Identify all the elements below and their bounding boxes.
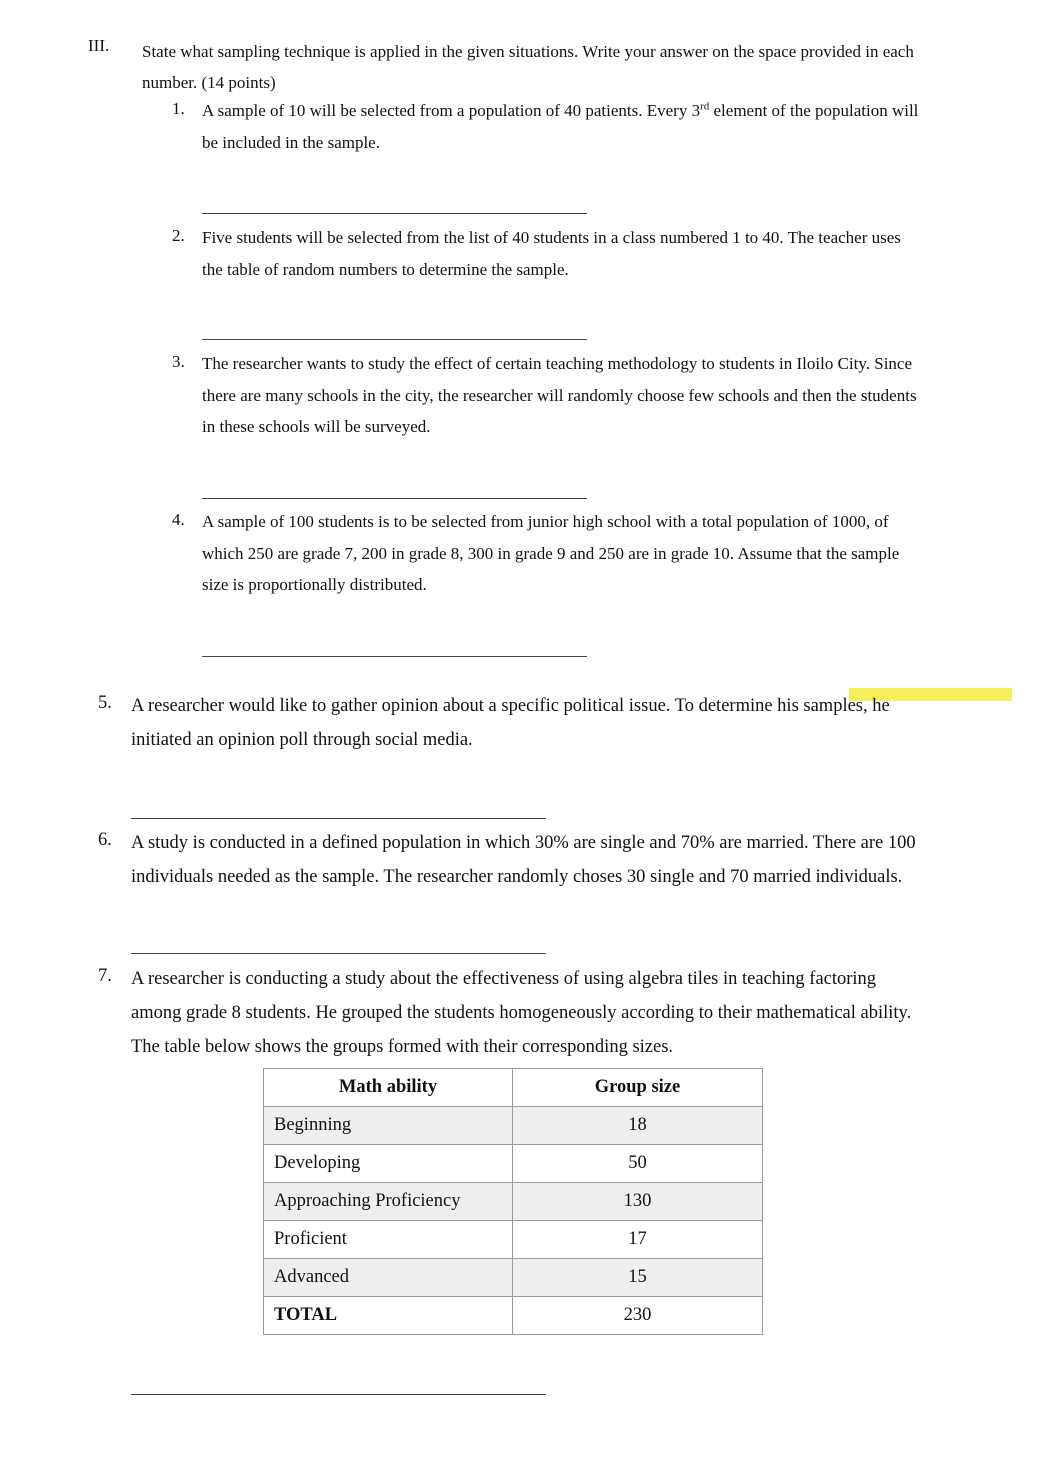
question-6-number: 6.	[98, 830, 112, 850]
cell-ability: Proficient	[264, 1221, 513, 1259]
table-row	[264, 1221, 763, 1259]
question-2-line-1: Five students will be selected from the list of 40 students in a class numbered 1 to 40. The teacher uses	[202, 228, 901, 247]
question-3-number: 3.	[172, 352, 185, 371]
cell-ability: Approaching Proficiency	[264, 1183, 513, 1221]
ordinal-suffix: rd	[700, 100, 710, 113]
answer-line-6[interactable]	[131, 953, 546, 954]
instruction-line-1: State what sampling technique is applied in the given situations. Write your answer on the space provided in each	[142, 42, 914, 61]
question-4-line-2: which 250 are grade 7, 200 in grade 8, 300 in grade 9 and 250 are in grade 10. Assume that the sample	[202, 543, 900, 563]
question-7-line-1: A researcher is conducting a study about the effectiveness of using algebra tiles in teaching factoring	[131, 969, 877, 989]
question-1-line-1: A sample of 10 will be selected from a population of 40 patients. Every 3rd element of the population will	[202, 100, 919, 120]
cell-ability: Developing	[264, 1145, 513, 1183]
question-5-text	[131, 689, 1001, 757]
table-total-row	[264, 1297, 763, 1335]
cell-size: 18	[513, 1107, 763, 1145]
question-3-line-2: there are many schools in the city, the researcher will randomly choose few schools and then the students	[202, 385, 917, 405]
cell-size: 17	[513, 1221, 763, 1259]
cell-size: 15	[513, 1259, 763, 1297]
instruction-line-2: number. (14 points)	[142, 73, 276, 92]
cell-ability: Beginning	[264, 1107, 513, 1145]
question-5-line-2: initiated an opinion poll through social media.	[131, 730, 473, 750]
question-3-line-3: in these schools will be surveyed.	[202, 417, 431, 436]
cell-size: 50	[513, 1145, 763, 1183]
question-5-line-1: A researcher would like to gather opinion about a specific political issue. To determine his samples, he	[131, 696, 890, 716]
question-7-line-2: among grade 8 students. He grouped the students homogeneously according to their mathematical ability.	[131, 1003, 912, 1023]
answer-line-5[interactable]	[131, 818, 546, 819]
question-2-text	[202, 222, 992, 285]
table-row	[264, 1259, 763, 1297]
question-1-text	[202, 95, 992, 158]
math-ability-table	[263, 1068, 763, 1335]
answer-line-2[interactable]	[202, 339, 587, 340]
question-3-line-1: The researcher wants to study the effect of certain teaching methodology to students in Iloilo City. Since	[202, 354, 913, 373]
answer-line-3[interactable]	[202, 498, 587, 499]
question-2-line-2: the table of random numbers to determine the sample.	[202, 259, 569, 279]
cell-ability: Advanced	[264, 1259, 513, 1297]
question-7-number: 7.	[98, 966, 112, 986]
answer-line-7[interactable]	[131, 1394, 546, 1395]
section-instruction	[142, 36, 992, 98]
question-4-line-3: size is proportionally distributed.	[202, 575, 427, 594]
table-header-row	[264, 1069, 763, 1107]
table-row	[264, 1145, 763, 1183]
question-3-text	[202, 348, 992, 443]
question-7-line-3: The table below shows the groups formed with their corresponding sizes.	[131, 1037, 674, 1057]
question-5-number: 5.	[98, 693, 112, 713]
question-4-line-1: A sample of 100 students is to be selected from junior high school with a total population of 1000, of	[202, 512, 889, 531]
section-roman-numeral: III.	[88, 36, 110, 55]
question-6-text	[131, 826, 1011, 894]
question-4-number: 4.	[172, 510, 185, 529]
question-2-number: 2.	[172, 226, 185, 245]
cell-ability: TOTAL	[264, 1297, 513, 1335]
question-4-text	[202, 506, 992, 601]
question-6-line-2: individuals needed as the sample. The researcher randomly choses 30 single and 70 married individuals.	[131, 867, 903, 887]
table-row	[264, 1183, 763, 1221]
table-row	[264, 1107, 763, 1145]
cell-size: 230	[513, 1297, 763, 1335]
header-math-ability: Math ability	[264, 1069, 513, 1107]
answer-line-4[interactable]	[202, 656, 587, 657]
question-7-text	[131, 962, 1011, 1064]
question-6-line-1: A study is conducted in a defined population in which 30% are single and 70% are married. There are 100	[131, 833, 916, 853]
answer-line-1[interactable]	[202, 213, 587, 214]
cell-size: 130	[513, 1183, 763, 1221]
header-group-size: Group size	[513, 1069, 763, 1107]
question-1-number: 1.	[172, 99, 185, 118]
question-1-line-2: be included in the sample.	[202, 132, 380, 152]
